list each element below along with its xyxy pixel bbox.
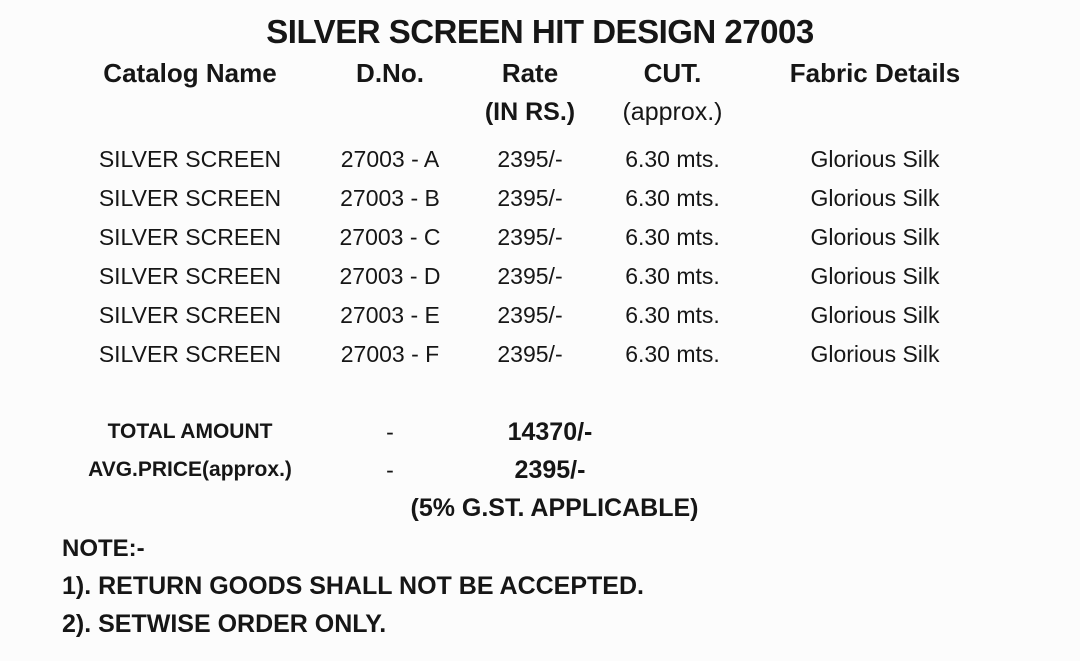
cell-catalog-name: SILVER SCREEN [98,263,282,289]
table-body [60,140,1005,374]
total-amount-separator: - [386,419,394,445]
cell-d-no: 27003 - A [340,146,440,172]
cell-cut: 6.30 mts. [625,263,720,289]
cell-fabric: Glorious Silk [810,146,940,172]
cell-fabric: Glorious Silk [810,224,940,250]
avg-price-separator: - [386,457,394,483]
cell-fabric: Glorious Silk [810,263,940,289]
cell-d-no: 27003 - E [340,302,440,328]
column-header-fabric-details: Fabric Details [789,58,961,88]
cell-catalog-name: SILVER SCREEN [98,146,282,172]
cell-d-no: 27003 - F [340,341,440,367]
notes-heading: NOTE:- [62,535,145,562]
note-item-1: 1). RETURN GOODS SHALL NOT BE ACCEPTED. [62,572,644,600]
avg-price-label: AVG.PRICE(approx.) [88,458,292,481]
total-amount-label: TOTAL AMOUNT [107,420,273,443]
cell-cut: 6.30 mts. [625,341,720,367]
cell-rate: 2395/- [497,341,563,367]
column-header-cut: CUT. [643,58,702,88]
cell-d-no: 27003 - B [340,185,440,211]
column-subheader-empty-3 [745,92,1005,132]
note-item-2: 2). SETWISE ORDER ONLY. [62,610,387,638]
cell-rate: 2395/- [497,263,563,289]
column-header-rate: Rate [501,58,559,88]
column-header-dno: D.No. [356,58,424,88]
cell-catalog-name: SILVER SCREEN [98,341,282,367]
cell-rate: 2395/- [497,302,563,328]
cell-catalog-name: SILVER SCREEN [98,302,282,328]
column-subheader-rate-unit: (IN RS.) [484,98,576,126]
cell-rate: 2395/- [497,185,563,211]
cell-cut: 6.30 mts. [625,224,720,250]
cell-catalog-name: SILVER SCREEN [98,224,282,250]
cell-fabric: Glorious Silk [810,302,940,328]
column-subheader-empty-2 [320,92,460,132]
cell-cut: 6.30 mts. [625,185,720,211]
total-amount-value: 14370/- [507,418,593,446]
avg-price-value: 2395/- [514,456,586,484]
cell-rate: 2395/- [497,146,563,172]
cell-d-no: 27003 - C [339,224,441,250]
cell-cut: 6.30 mts. [625,146,720,172]
cell-fabric: Glorious Silk [810,185,940,211]
column-header-catalog-name: Catalog Name [103,58,277,88]
price-list-document [0,10,1080,661]
cell-rate: 2395/- [497,224,563,250]
table-header [60,54,1005,132]
cell-catalog-name: SILVER SCREEN [98,185,282,211]
document-title: SILVER SCREEN HIT DESIGN 27003 [266,13,814,50]
cell-d-no: 27003 - D [339,263,441,289]
notes-section [62,531,1080,643]
cell-cut: 6.30 mts. [625,302,720,328]
summary-section [60,413,1005,527]
cell-fabric: Glorious Silk [810,341,940,367]
gst-applicable-note: (5% G.ST. APPLICABLE) [410,494,699,522]
column-subheader-empty-1 [60,92,320,132]
column-subheader-cut-approx: (approx.) [622,98,723,126]
